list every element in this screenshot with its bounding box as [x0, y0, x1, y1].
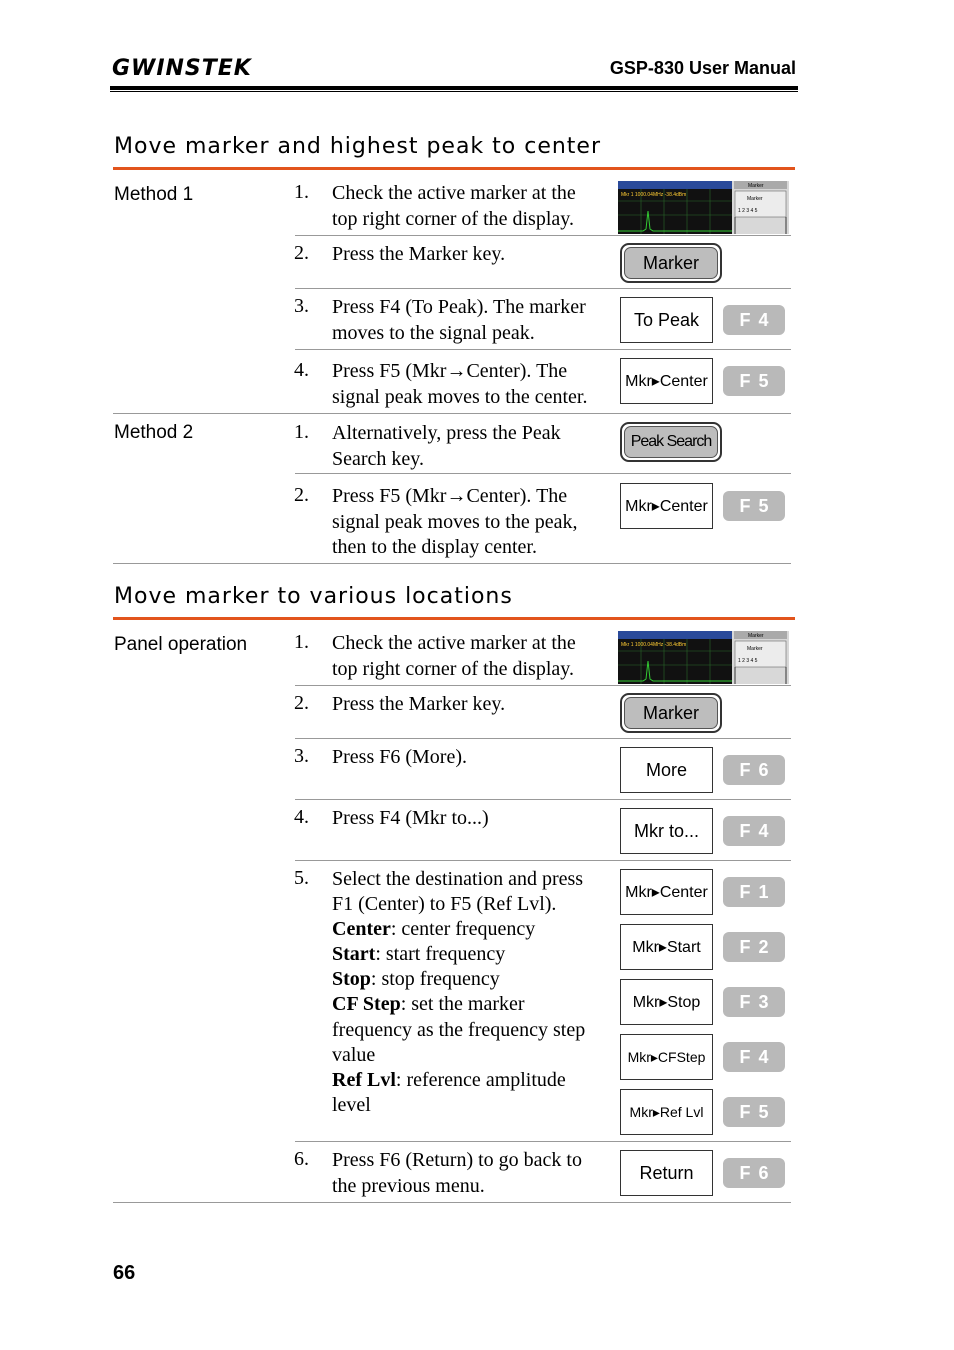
step-line	[332, 992, 617, 1017]
f5-key[interactable]: F5	[723, 491, 785, 521]
peak-search-key-label: Peak Search	[624, 426, 718, 458]
step-line	[332, 917, 617, 942]
row-divider	[295, 1141, 791, 1142]
step-line: frequency as the frequency step	[332, 1018, 586, 1041]
step-line: F1 (Center) to F5 (Ref Lvl).	[332, 893, 557, 916]
step-line: Press F4 (To Peak). The marker	[332, 296, 586, 318]
method2-label: Method 2	[114, 422, 194, 443]
document-title: GSP-830 User Manual	[609, 58, 796, 78]
step-line: Press F5 (Mkr→Center). The	[332, 485, 568, 507]
term-center: Center	[332, 918, 391, 941]
to-peak-softkey[interactable]: To Peak	[620, 297, 713, 343]
step-text	[332, 421, 614, 472]
row-divider	[295, 738, 791, 739]
step-number: 2.	[294, 692, 309, 714]
screen-panel-nums: 1 2 3 4 5	[738, 658, 758, 664]
screen-panel-item: Marker	[747, 196, 763, 202]
marker-key[interactable]	[620, 693, 722, 733]
display-screenshot	[618, 181, 789, 234]
screen-readout: Mkr 1 1000.04MHz -38.4dBm	[621, 642, 687, 648]
screen-readout: Mkr 1 1000.04MHz -38.4dBm	[621, 192, 687, 198]
step-number: 1.	[294, 421, 309, 443]
f2-key[interactable]: F2	[723, 932, 785, 962]
step-text	[332, 242, 614, 268]
step-text	[332, 181, 614, 232]
mkr-cfstep-softkey[interactable]: Mkr▸CFStep	[620, 1034, 713, 1080]
term-stop: Stop	[332, 968, 371, 991]
step-line: top right corner of the display.	[332, 657, 574, 680]
row-divider	[295, 288, 791, 289]
step-text	[332, 867, 617, 1118]
return-softkey[interactable]: Return	[620, 1150, 713, 1196]
screen-panel-title: Marker	[748, 633, 764, 639]
marker-key[interactable]	[620, 243, 722, 283]
method-divider	[113, 413, 791, 414]
peak-search-key[interactable]	[620, 422, 722, 462]
term-ref-lvl: Ref Lvl	[332, 1068, 396, 1091]
step-number: 1.	[294, 631, 309, 653]
step-line: level	[332, 1093, 371, 1116]
step-number: 2.	[294, 242, 309, 264]
row-divider	[295, 473, 791, 474]
step-line: Press F6 (More).	[332, 746, 467, 768]
step-line: the previous menu.	[332, 1174, 485, 1197]
step-number: 4.	[294, 806, 309, 828]
section-rule	[113, 617, 795, 620]
brand-logo: GWINSTEK	[112, 56, 252, 81]
page-number: 66	[113, 1262, 136, 1284]
term-desc: : stop frequency	[370, 968, 500, 991]
row-divider	[295, 349, 791, 350]
mkr-stop-softkey[interactable]: Mkr▸Stop	[620, 979, 713, 1025]
step-text	[332, 295, 614, 346]
section-rule	[113, 167, 795, 170]
step-line	[332, 1068, 617, 1093]
method1-label: Method 1	[114, 184, 194, 205]
step-line: Press F5 (Mkr→Center). The	[332, 360, 568, 382]
step-text	[332, 806, 614, 832]
marker-key-label: Marker	[624, 697, 718, 729]
step-line: Search key.	[332, 447, 424, 470]
f5-key[interactable]: F5	[723, 366, 785, 396]
step-text	[332, 1148, 614, 1199]
step-line: Press the Marker key.	[332, 243, 506, 265]
mkr-reflvl-softkey[interactable]: Mkr▸Ref Lvl	[620, 1089, 713, 1135]
screen-panel-item: Marker	[747, 646, 763, 652]
section-title-center: Move marker and highest peak to center	[114, 134, 602, 159]
step-number: 2.	[294, 484, 309, 506]
screen-panel-title: Marker	[748, 183, 764, 189]
step-text	[332, 631, 614, 682]
step-text	[332, 484, 614, 561]
step-line	[332, 967, 617, 992]
term-desc: : set the marker	[400, 993, 525, 1016]
step-number: 4.	[294, 359, 309, 381]
header-rule-thin	[110, 91, 798, 92]
mkr-center-softkey[interactable]: Mkr▸Center	[620, 358, 713, 404]
step-line	[332, 942, 617, 967]
step-line: Alternatively, press the Peak	[332, 422, 561, 444]
step-text	[332, 745, 614, 771]
step-text	[332, 692, 614, 718]
step-number: 6.	[294, 1148, 309, 1170]
step-line: moves to the signal peak.	[332, 321, 535, 344]
step-number: 3.	[294, 745, 309, 767]
mkr-to-softkey[interactable]: Mkr to...	[620, 808, 713, 854]
f4-key[interactable]: F4	[723, 1042, 785, 1072]
step-line: then to the display center.	[332, 536, 537, 558]
marker-key-label: Marker	[624, 247, 718, 279]
term-desc: : reference amplitude	[395, 1068, 566, 1091]
step-line: Press F6 (Return) to go back to	[332, 1149, 582, 1171]
more-softkey[interactable]: More	[620, 747, 713, 793]
step-line: top right corner of the display.	[332, 207, 574, 230]
step-text	[332, 359, 617, 410]
term-start: Start	[332, 943, 376, 966]
f4-key[interactable]: F4	[723, 816, 785, 846]
f3-key[interactable]: F3	[723, 987, 785, 1017]
step-line: Press F4 (Mkr to...)	[332, 807, 489, 829]
f1-key[interactable]: F1	[723, 877, 785, 907]
row-divider	[295, 235, 791, 236]
step-line: value	[332, 1043, 376, 1066]
f6-key[interactable]: F6	[723, 1158, 785, 1188]
screen-panel-nums: 1 2 3 4 5	[738, 208, 758, 214]
step-number: 1.	[294, 181, 309, 203]
f5-key[interactable]: F5	[723, 1097, 785, 1127]
step-line: signal peak moves to the peak,	[332, 510, 578, 533]
step-line: Select the destination and press	[332, 868, 584, 890]
display-screenshot	[618, 631, 789, 684]
header-rule	[110, 86, 798, 90]
term-cf-step: CF Step	[332, 993, 401, 1016]
section-end-divider	[113, 563, 791, 564]
row-divider	[295, 685, 791, 686]
step-line: Press the Marker key.	[332, 693, 506, 715]
mkr-center-softkey[interactable]: Mkr▸Center	[620, 869, 713, 915]
step-line: signal peak moves to the center.	[332, 385, 588, 408]
step-number: 3.	[294, 295, 309, 317]
row-divider	[295, 799, 791, 800]
f6-key[interactable]: F6	[723, 755, 785, 785]
term-desc: : center frequency	[390, 918, 536, 941]
step-line: Check the active marker at the	[332, 632, 576, 654]
f4-key[interactable]: F4	[723, 305, 785, 335]
mkr-start-softkey[interactable]: Mkr▸Start	[620, 924, 713, 970]
section-end-divider	[113, 1202, 791, 1203]
step-number: 5.	[294, 867, 309, 889]
row-divider	[295, 860, 791, 861]
term-desc: : start frequency	[375, 943, 506, 966]
mkr-center-softkey[interactable]: Mkr▸Center	[620, 483, 713, 529]
panel-operation-label: Panel operation	[114, 634, 248, 655]
section-title-locations: Move marker to various locations	[114, 584, 513, 609]
step-line: Check the active marker at the	[332, 182, 576, 204]
